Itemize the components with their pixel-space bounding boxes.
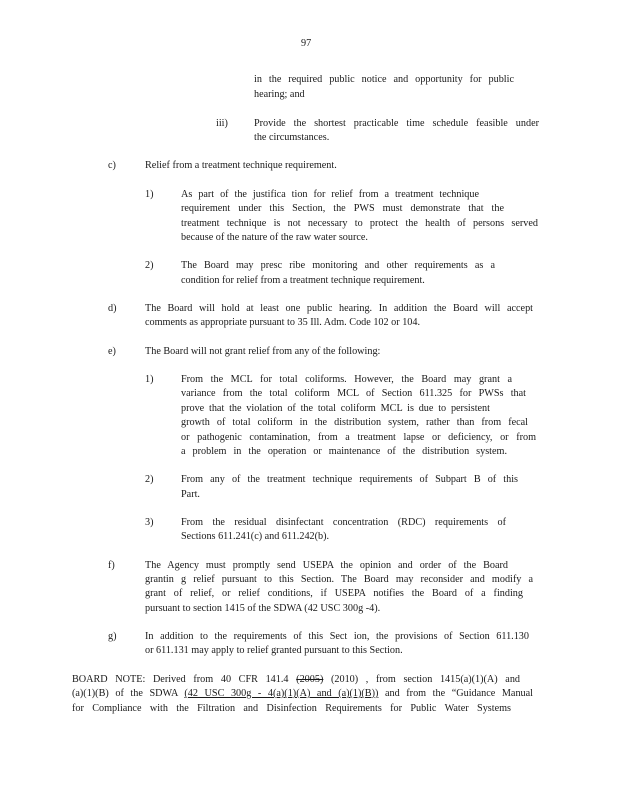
section-c-marker: c) (108, 160, 116, 171)
section-e-item-3-marker: 3) (145, 517, 154, 528)
section-c-heading: Relief from a treatment technique requirement. (145, 160, 337, 171)
board-note-inserted-citation: (42 USC 300g - 4(a)(1)(A) and (a)(1)(B)) (184, 688, 379, 699)
section-e-item-3-line-1: From the residual disinfectant concentration (RDC) requirements of (181, 517, 506, 528)
section-e-item-1-marker: 1) (145, 374, 154, 385)
section-f-line-3: grant of relief, or relief conditions, if USEPA notifies the Board of a finding (145, 588, 523, 599)
section-e-marker: e) (108, 346, 116, 357)
section-e-item-1-line-4: growth of total coliform in the distribution system, rather than from fecal (181, 417, 528, 428)
section-e-item-1-line-5: or pathogenic contamination, from a treatment lapse or deficiency, or from (181, 432, 536, 443)
section-c-item-2-line-2: condition for relief from a treatment technique requirement. (181, 275, 425, 286)
continuation-line-2: hearing; and (254, 89, 305, 100)
section-e-item-1-line-3: prove that the violation of the total coliform MCL is due to persistent (181, 403, 490, 414)
section-d-marker: d) (108, 303, 117, 314)
section-e-heading: The Board will not grant relief from any of the following: (145, 346, 381, 357)
board-note-line-1 (72, 673, 520, 688)
section-c-item-2-line-1: The Board may presc ribe monitoring and other requirements as a (181, 260, 495, 271)
board-note-guidance: and from the “Guidance Manual (384, 688, 533, 699)
section-g-marker: g) (108, 631, 117, 642)
section-f-line-2: grantin g relief pursuant to this Section. The Board may reconsider and modify a (145, 574, 533, 585)
section-f-marker: f) (108, 560, 115, 571)
board-note-deleted-year: (2005) (296, 674, 324, 685)
section-c-item-2-marker: 2) (145, 260, 154, 271)
section-c-item-1-line-4: because of the nature of the raw water source. (181, 232, 368, 243)
board-note-line-3: for Compliance with the Filtration and Disinfection Requirements for Public Water Systems (72, 703, 511, 714)
section-g-line-1: In addition to the requirements of this Sect ion, the provisions of Section 611.130 (145, 631, 529, 642)
item-iii-line-2: the circumstances. (254, 132, 330, 143)
section-f-line-4: pursuant to section 1415 of the SDWA (42 USC 300g -4). (145, 603, 381, 614)
section-e-item-3-line-2: Sections 611.241(c) and 611.242(b). (181, 531, 330, 542)
section-e-item-1-line-1: From the MCL for total coliforms. However, the Board may grant a (181, 374, 512, 385)
section-c-item-1-line-1: As part of the justifica tion for relief from a treatment technique (181, 189, 479, 200)
section-e-item-2-marker: 2) (145, 474, 154, 485)
section-f-line-1: The Agency must promptly send USEPA the opinion and order of the Board (145, 560, 508, 571)
section-e-item-2-line-1: From any of the treatment technique requirements of Subpart B of this (181, 474, 518, 485)
page-number: 97 (301, 38, 312, 49)
item-iii-line-1: Provide the shortest practicable time schedule feasible under (254, 118, 539, 129)
board-note-sdwa: (a)(1)(B) of the SDWA (72, 688, 178, 699)
board-note-derived-cont: (2010) , from section 1415(a)(1)(A) and (331, 674, 521, 685)
item-iii-marker: iii) (216, 118, 228, 129)
section-e-item-1-line-6: a problem in the operation or maintenance of the distribution system. (181, 446, 507, 457)
section-e-item-2-line-2: Part. (181, 489, 200, 500)
board-note-line-2 (72, 687, 533, 702)
section-d-line-1: The Board will hold at least one public hearing. In addition the Board will accept (145, 303, 533, 314)
section-c-item-1-line-3: treatment technique is not necessary to protect the health of persons served (181, 218, 538, 229)
section-c-item-1-marker: 1) (145, 189, 154, 200)
board-note-derived: BOARD NOTE: Derived from 40 CFR 141.4 (72, 674, 289, 685)
section-c-item-1-line-2: requirement under this Section, the PWS must demonstrate that the (181, 203, 504, 214)
section-d-line-2: comments as appropriate pursuant to 35 Ill. Adm. Code 102 or 104. (145, 317, 421, 328)
section-g-line-2: or 611.131 may apply to relief granted pursuant to this Section. (145, 645, 403, 656)
section-e-item-1-line-2: variance from the total coliform MCL of Section 611.325 for PWSs that (181, 388, 526, 399)
continuation-line-1: in the required public notice and opportunity for public (254, 74, 514, 85)
